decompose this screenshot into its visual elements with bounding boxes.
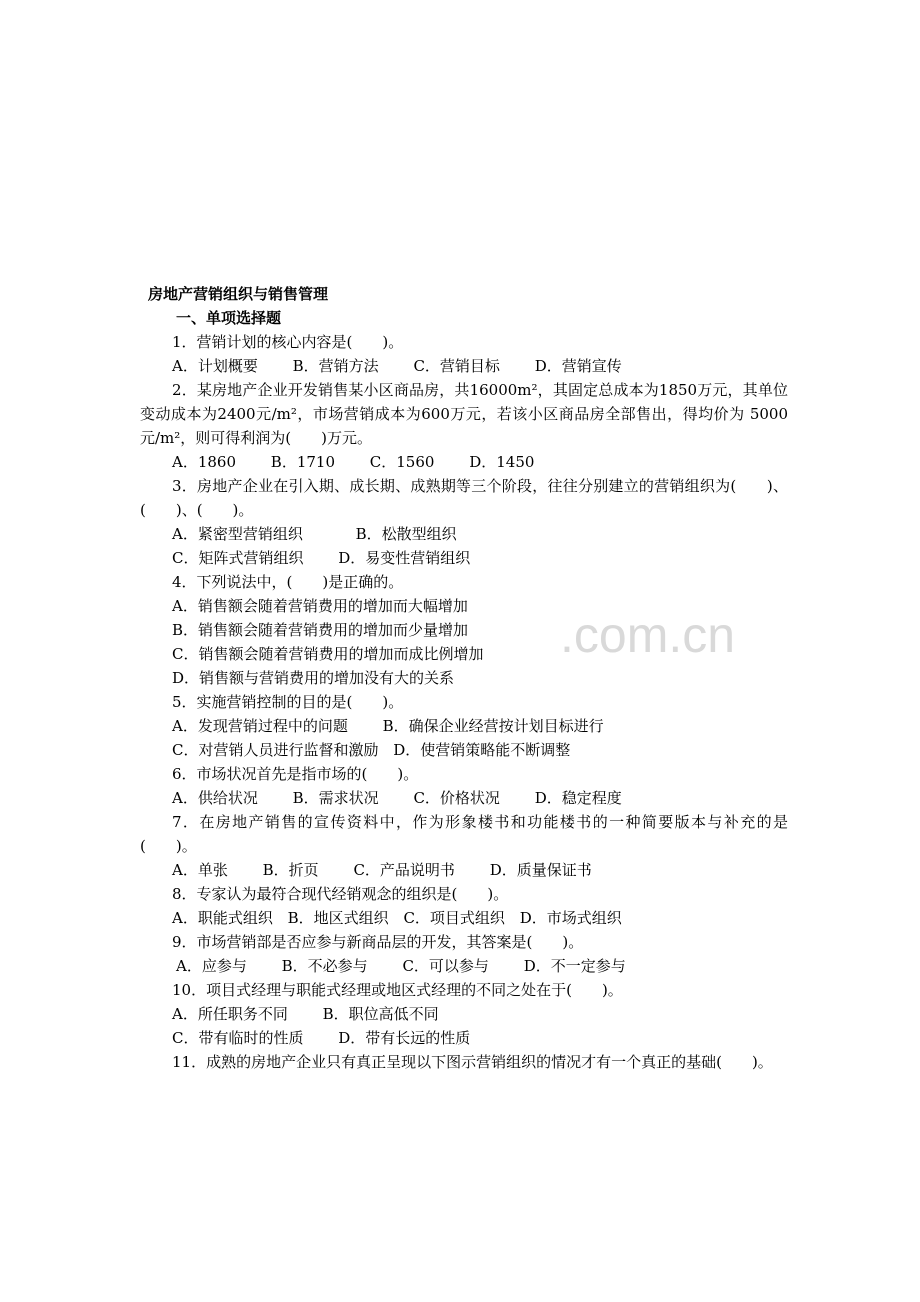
options-q8 (172, 906, 788, 930)
question-7: 7．在房地产销售的宣传资料中，作为形象楼书和功能楼书的一种简要版本与补充的是( )。 (140, 813, 788, 855)
option-q6-d: D．稳定程度 (534, 789, 622, 807)
question-6: 6．市场状况首先是指市场的( )。 (172, 765, 419, 783)
option-q1-c: C．营销目标 (413, 357, 500, 375)
option-q9-c: C．可以参与 (402, 957, 489, 975)
watermark: .com.cn (560, 607, 736, 663)
option-q4-d: D．销售额与营销费用的增加没有大的关系 (172, 669, 455, 687)
options-q1 (172, 354, 788, 378)
question-10: 10．项目式经理与职能式经理或地区式经理的不同之处在于( )。 (172, 981, 623, 999)
option-q10-c: C．带有临时的性质 (172, 1029, 304, 1047)
options-q10-line2 (172, 1026, 788, 1050)
option-q7-b: B．折页 (262, 861, 319, 879)
options-q7 (172, 858, 788, 882)
option-q7-c: C．产品说明书 (353, 861, 455, 879)
options-q9 (176, 954, 788, 978)
option-q3-d: D．易变性营销组织 (338, 549, 471, 567)
options-q3-line2 (172, 546, 788, 570)
options-q2 (172, 450, 788, 474)
option-q4-c: C．销售额会随着营销费用的增加而成比例增加 (172, 645, 484, 663)
option-q2-d: D．1450 (469, 453, 535, 471)
option-q3-a: A．紧密型营销组织 (172, 525, 303, 543)
options-q5-line1 (172, 714, 788, 738)
options-q5-line2 (172, 738, 788, 762)
option-q8-c: C．项目式组织 (403, 909, 505, 927)
option-q4-a: A．销售额会随着营销费用的增加而大幅增加 (172, 597, 468, 615)
option-q6-c: C．价格状况 (413, 789, 500, 807)
option-q9-b: B．不必参与 (281, 957, 368, 975)
option-q7-a: A．单张 (172, 861, 228, 879)
document-body (140, 282, 788, 1074)
options-q3-line1 (172, 522, 788, 546)
option-q7-d: D．质量保证书 (489, 861, 592, 879)
question-5: 5．实施营销控制的目的是( )。 (172, 693, 404, 711)
question-9: 9．市场营销部是否应参与新商品层的开发，其答案是( )。 (172, 933, 584, 951)
option-q5-c: C．对营销人员进行监督和激励 (172, 741, 379, 759)
option-q1-a: A．计划概要 (172, 357, 258, 375)
question-8: 8．专家认为最符合现代经销观念的组织是( )。 (172, 885, 509, 903)
option-q2-b: B．1710 (270, 453, 335, 471)
option-q6-a: A．供给状况 (172, 789, 258, 807)
option-q8-d: D．市场式组织 (519, 909, 622, 927)
document-title: 房地产营销组织与销售管理 (148, 285, 329, 303)
section-title: 一、单项选择题 (176, 309, 282, 327)
question-11: 11．成熟的房地产企业只有真正呈现以下图示营销组织的情况才有一个真正的基础( )。 (172, 1053, 773, 1071)
option-q10-a: A．所任职务不同 (172, 1005, 288, 1023)
option-q5-d: D．使营销策略能不断调整 (393, 741, 571, 759)
option-q5-b: B．确保企业经营按计划目标进行 (382, 717, 604, 735)
option-q9-a: A．应参与 (176, 957, 247, 975)
options-q6 (172, 786, 788, 810)
option-q8-b: B．地区式组织 (287, 909, 389, 927)
option-q9-d: D．不一定参与 (523, 957, 626, 975)
option-q10-b: B．职位高低不同 (322, 1005, 439, 1023)
question-2: 2．某房地产企业开发销售某小区商品房，共16000m²，其固定总成本为1850万元，其单位变动成本为2400元/m²，市场营销成本为600万元，若该小区商品房全部售出，得均价为 5000元/m²，则可得利润为( )万元。 (140, 381, 788, 447)
option-q4-b: B．销售额会随着营销费用的增加而少量增加 (172, 621, 469, 639)
option-q3-c: C．矩阵式营销组织 (172, 549, 304, 567)
option-q6-b: B．需求状况 (292, 789, 379, 807)
option-q2-a: A．1860 (172, 453, 237, 471)
option-q1-d: D．营销宣传 (534, 357, 622, 375)
options-q10-line1 (172, 1002, 788, 1026)
option-q3-b: B．松散型组织 (355, 525, 457, 543)
question-1: 1．营销计划的核心内容是( )。 (172, 333, 404, 351)
option-q8-a: A．职能式组织 (172, 909, 273, 927)
option-q2-c: C．1560 (369, 453, 435, 471)
question-3: 3．房地产企业在引入期、成长期、成熟期等三个阶段，往往分别建立的营销组织为( )、( )、( )。 (140, 477, 788, 519)
option-q10-d: D．带有长远的性质 (338, 1029, 471, 1047)
question-4: 4．下列说法中，( )是正确的。 (172, 573, 404, 591)
option-q1-b: B．营销方法 (292, 357, 379, 375)
option-q5-a: A．发现营销过程中的问题 (172, 717, 348, 735)
